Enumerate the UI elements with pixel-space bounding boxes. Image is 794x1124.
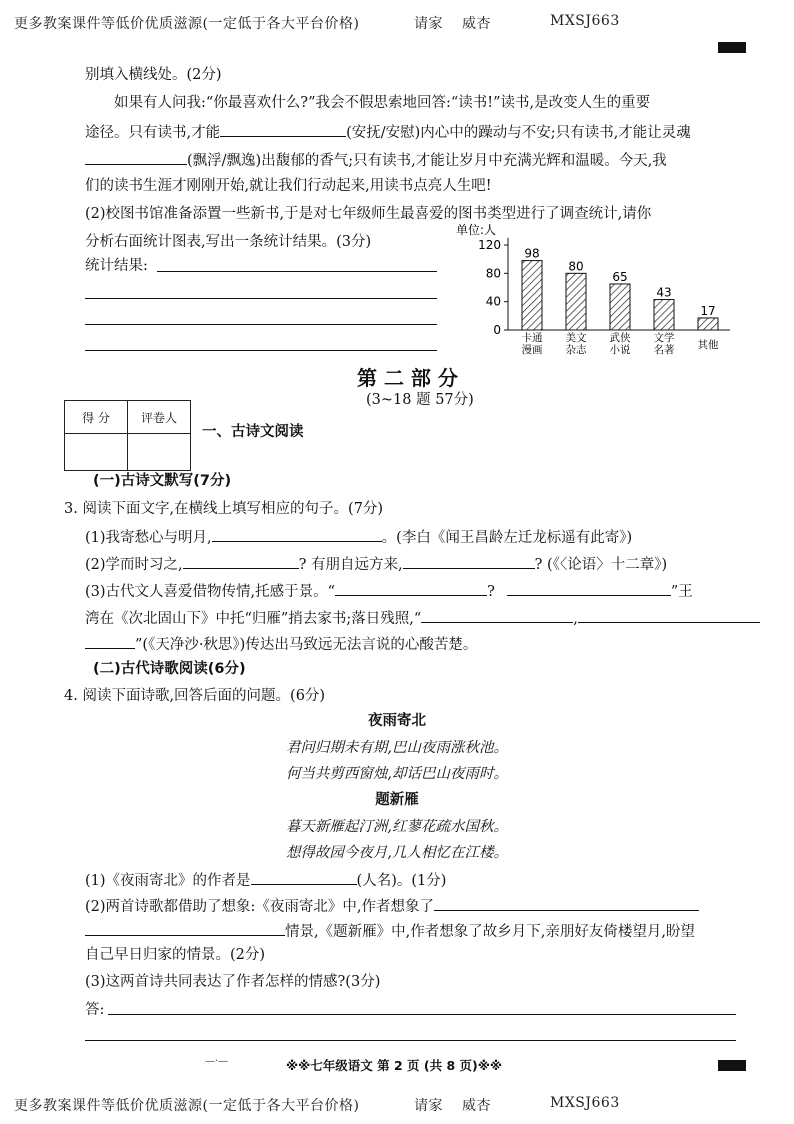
promo-text: 更多教案课件等低价优质滋源(一定低于各大平台价格) xyxy=(14,16,360,32)
answer-blank[interactable] xyxy=(421,608,573,623)
promo-code: MXSJ663 xyxy=(550,13,620,29)
part-title: 第 二 部 分 xyxy=(357,366,458,390)
promo-code-footer: MXSJ663 xyxy=(550,1095,620,1111)
answer-blank[interactable] xyxy=(507,581,671,596)
intro-para-d: 们的读书生涯才刚刚开始,就让我们行动起来,用读书点亮人生吧! xyxy=(85,178,492,194)
value-label: 43 xyxy=(656,285,672,300)
category-label: 文学 xyxy=(653,332,675,344)
y-tick-label: 0 xyxy=(493,323,501,337)
bar-4 xyxy=(698,318,718,330)
intro-para-c2: (飘浮/飘逸)出馥郁的香气;只有读书,才能让岁月中充满光辉和温暖。今天,我 xyxy=(187,153,667,169)
score-cell[interactable] xyxy=(65,434,128,471)
footer-dash: —·— xyxy=(205,1056,229,1067)
answer-blank[interactable] xyxy=(85,634,135,649)
bar-3 xyxy=(654,300,674,330)
q3-2-text: (2)学而时习之, xyxy=(85,557,183,573)
q4-2-line2 xyxy=(85,921,695,941)
scan-marker xyxy=(718,42,746,53)
q4-1 xyxy=(85,870,446,890)
promo-contact-footer: 请家 xyxy=(414,1098,443,1114)
value-label: 98 xyxy=(524,246,540,261)
q3-2 xyxy=(85,554,667,574)
answer-blank[interactable] xyxy=(335,581,487,596)
promo-text-footer: 更多教案课件等低价优质滋源(一定低于各大平台价格) xyxy=(14,1098,360,1114)
q4-1-end: (人名)。(1分) xyxy=(356,873,447,889)
grader-header: 评卷人 xyxy=(128,401,191,434)
q4-stem: 4. 阅读下面诗歌,回答后面的问题。(6分) xyxy=(64,688,326,704)
sec1-title: (一)古诗文默写(7分) xyxy=(93,473,232,489)
q4-3: (3)这两首诗共同表达了作者怎样的情感?(3分) xyxy=(85,974,381,990)
q3-3-line2 xyxy=(85,608,760,628)
intro-para-b2: (安抚/安慰)内心中的躁动与不安;只有读书,才能让灵魂 xyxy=(346,125,691,141)
bar-2 xyxy=(610,284,630,330)
answer-blank[interactable] xyxy=(85,150,187,165)
poem2-line2: 想得故园今夜月,几人相忆在江楼。 xyxy=(285,845,509,861)
category-label: 卡通 xyxy=(521,332,543,344)
answer-line[interactable] xyxy=(85,350,437,351)
answer-line[interactable] xyxy=(108,1014,736,1015)
answer-blank[interactable] xyxy=(183,554,299,569)
answer-line[interactable] xyxy=(85,298,437,299)
answer-line[interactable] xyxy=(157,271,437,272)
bar-0 xyxy=(522,261,542,330)
q3-1-text: (1)我寄愁心与明月, xyxy=(85,530,212,546)
poem1-line2: 何当共剪西窗烛,却话巴山夜雨时。 xyxy=(285,766,509,782)
q3-2-mid: ? 有朋自远方来, xyxy=(298,557,403,573)
value-label: 80 xyxy=(568,259,584,274)
chart-unit-label: 单位:人 xyxy=(456,223,497,237)
bar-1 xyxy=(566,273,586,330)
q2-line1: (2)校图书馆准备添置一些新书,于是对七年级师生最喜爱的图书类型进行了调查统计,请你 xyxy=(85,206,652,222)
q3-2-source: ? (《〈论语〉十二章》) xyxy=(534,557,668,573)
bar-chart xyxy=(450,222,750,362)
answer-label: 答: xyxy=(85,1002,105,1018)
q3-stem: 3. 阅读下面文字,在横线上填写相应的句子。(7分) xyxy=(64,501,384,517)
q3-3-end: ”王 xyxy=(670,584,693,600)
intro-para-b xyxy=(85,122,691,142)
category-label: 小说 xyxy=(609,344,631,356)
q3-3-comma: , xyxy=(573,611,578,627)
y-tick-label: 40 xyxy=(485,294,501,309)
q4-2-text: (2)两首诗歌都借助了想象:《夜雨寄北》中,作者想象了 xyxy=(85,899,435,915)
answer-blank[interactable] xyxy=(85,921,285,936)
q4-2-mid: 情景,《题新雁》中,作者想象了故乡月下,亲朋好友倚楼望月,盼望 xyxy=(285,924,695,940)
intro-line: 别填入横线处。(2分) xyxy=(85,67,222,83)
page-number: ※※七年级语文 第 2 页 (共 8 页)※※ xyxy=(286,1058,503,1073)
q2-line2: 分析右面统计图表,写出一条统计结果。(3分) xyxy=(85,234,372,250)
value-label: 65 xyxy=(612,269,628,284)
q3-3-line3 xyxy=(85,634,477,654)
intro-para-a: 如果有人问我:“你最喜欢什么?”我会不假思索地回答:“读书!”读书,是改变人生的重要 xyxy=(114,95,651,111)
q3-3 xyxy=(85,581,693,601)
poem2-line1: 暮天新雁起汀洲,红蓼花疏水国秋。 xyxy=(285,819,509,835)
promo-contact: 请家 xyxy=(414,16,443,32)
y-tick-label: 120 xyxy=(478,238,501,252)
poem2-title: 题新雁 xyxy=(375,792,419,808)
intro-para-c xyxy=(85,150,667,170)
promo-name-footer: 威杏 xyxy=(462,1098,491,1114)
category-label: 杂志 xyxy=(565,344,587,356)
answer-blank[interactable] xyxy=(220,122,346,137)
y-tick-label: 80 xyxy=(485,266,501,281)
q3-3-q: ? xyxy=(487,584,495,600)
answer-line[interactable] xyxy=(85,1040,736,1041)
q4-2 xyxy=(85,896,699,916)
answer-blank[interactable] xyxy=(403,554,535,569)
q3-3-text: (3)古代文人喜爱借物传情,托感于景。“ xyxy=(85,584,336,600)
answer-blank[interactable] xyxy=(434,896,699,911)
intro-para-b1: 途径。只有读书,才能 xyxy=(85,125,221,141)
grader-cell[interactable] xyxy=(128,434,191,471)
category-label: 武侠 xyxy=(609,332,631,344)
category-label: 漫画 xyxy=(521,344,543,356)
q4-1-text: (1)《夜雨寄北》的作者是 xyxy=(85,873,251,889)
q3-1 xyxy=(85,527,632,547)
section-heading: 一、古诗文阅读 xyxy=(202,424,304,440)
answer-blank[interactable] xyxy=(212,527,382,542)
q3-3-mid: 湾在《次北固山下》中托“归雁”捎去家书;落日残照,“ xyxy=(85,611,422,627)
promo-name: 威杏 xyxy=(462,16,491,32)
q3-1-source: 。(李白《闻王昌龄左迁龙标遥有此寄》) xyxy=(381,530,633,546)
answer-line[interactable] xyxy=(85,324,437,325)
part-subtitle: (3~18 题 57分) xyxy=(366,392,474,408)
poem1-line1: 君问归期未有期,巴山夜雨涨秋池。 xyxy=(285,740,509,756)
answer-blank[interactable] xyxy=(578,608,760,623)
scan-marker xyxy=(718,1060,746,1071)
result-label: 统计结果: xyxy=(85,258,148,274)
answer-blank[interactable] xyxy=(251,870,357,885)
poem1-title: 夜雨寄北 xyxy=(368,713,426,729)
score-header: 得 分 xyxy=(65,401,128,434)
value-label: 17 xyxy=(700,303,716,318)
q4-2-line3: 自己早日归家的情景。(2分) xyxy=(85,947,266,963)
category-label: 名著 xyxy=(653,344,675,356)
score-table xyxy=(64,400,191,471)
sec2-title: (二)古代诗歌阅读(6分) xyxy=(93,661,246,677)
q3-3-source: ”(《天净沙·秋思》)传达出马致远无法言说的心酸苦楚。 xyxy=(135,637,478,653)
category-label: 其他 xyxy=(697,339,719,351)
category-label: 美文 xyxy=(565,332,587,344)
